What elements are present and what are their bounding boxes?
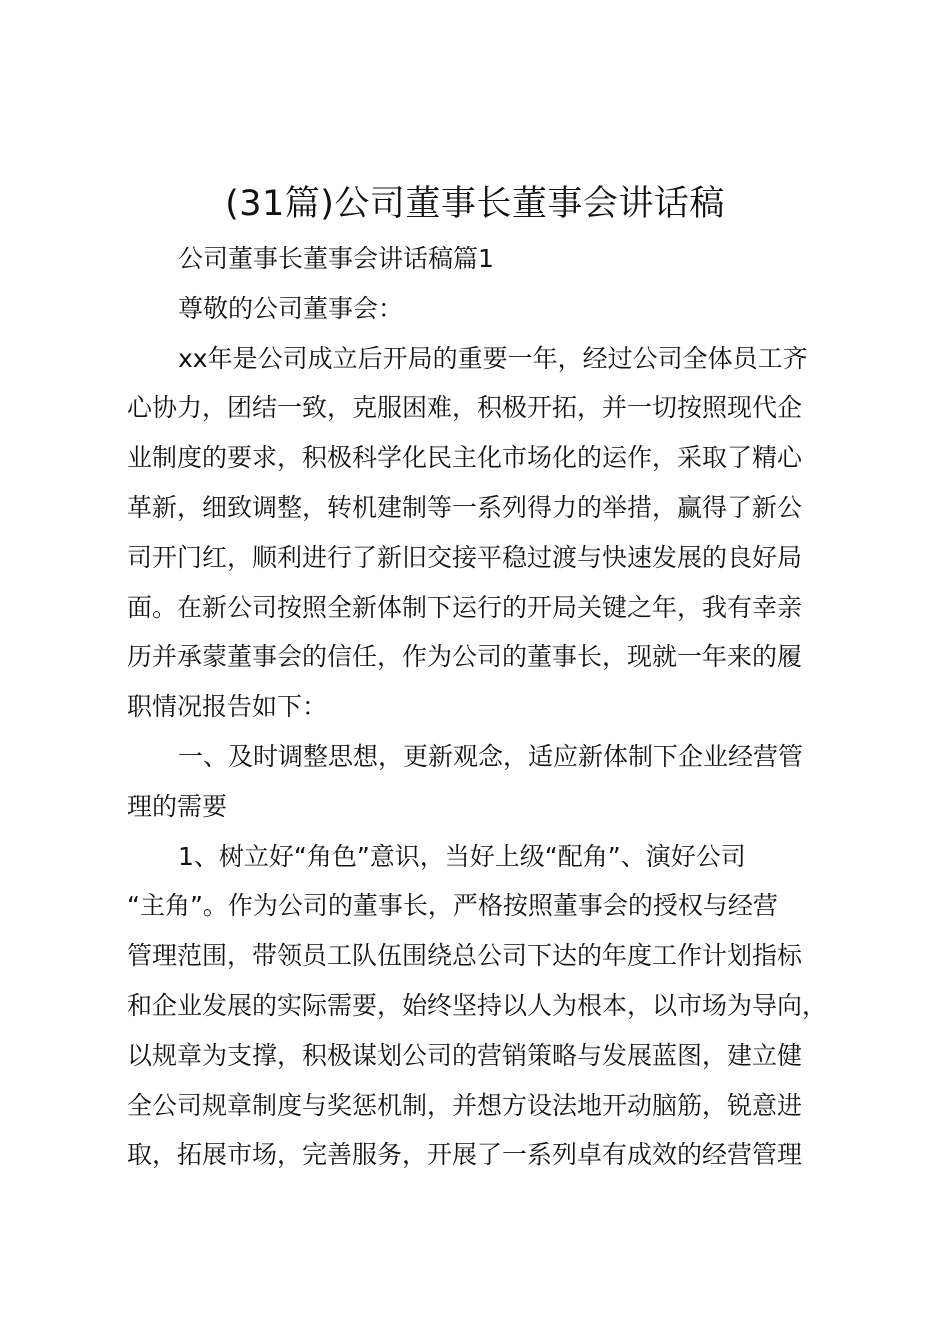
salutation: 尊敬的公司董事会：: [178, 293, 404, 323]
document-body: [127, 234, 833, 1180]
document-title: (31篇)公司董事长董事会讲话稿: [225, 184, 725, 224]
subsection-heading: 一、及时调整思想，更新观念，适应新体制下企业经营管: [178, 741, 804, 771]
paragraph-line: 职情况报告如下：: [127, 692, 328, 722]
paragraph-line: 和企业发展的实际需要，始终坚持以人为根本，以市场为导向，: [127, 990, 828, 1020]
paragraph-line: xx年是公司成立后开局的重要一年，经过公司全体员工齐: [178, 343, 808, 373]
paragraph-line: “主角”。作为公司的董事长，严格按照董事会的授权与经营: [127, 891, 778, 921]
paragraph-line: 革新，细致调整，转机建制等一系列得力的举措，赢得了新公: [127, 492, 803, 522]
paragraph-line: 历并承蒙董事会的信任，作为公司的董事长，现就一年来的履: [127, 642, 803, 672]
paragraph-line: 管理范围，带领员工队伍围绕总公司下达的年度工作计划指标: [127, 941, 803, 971]
section-heading: 公司董事长董事会讲话稿篇1: [178, 244, 494, 273]
paragraph-line: 业制度的要求，积极科学化民主化市场化的运作，采取了精心: [127, 443, 803, 473]
paragraph-line: 以规章为支撑，积极谋划公司的营销策略与发展蓝图，建立健: [127, 1040, 803, 1070]
paragraph-line: 全公司规章制度与奖惩机制，并想方设法地开动脑筋，锐意进: [127, 1090, 803, 1120]
paragraph-line: 取，拓展市场，完善服务，开展了一系列卓有成效的经营管理: [127, 1140, 803, 1170]
paragraph-line: 司开门红，顺利进行了新旧交接平稳过渡与快速发展的良好局: [127, 542, 803, 572]
paragraph-line: 面。在新公司按照全新体制下运行的开局关键之年，我有幸亲: [127, 592, 803, 622]
paragraph-line: 心协力，团结一致，克服困难，积极开拓，并一切按照现代企: [127, 393, 803, 423]
paragraph-line: 1、树立好“角色”意识，当好上级“配角”、演好公司: [178, 841, 746, 871]
subsection-heading: 理的需要: [127, 791, 228, 821]
